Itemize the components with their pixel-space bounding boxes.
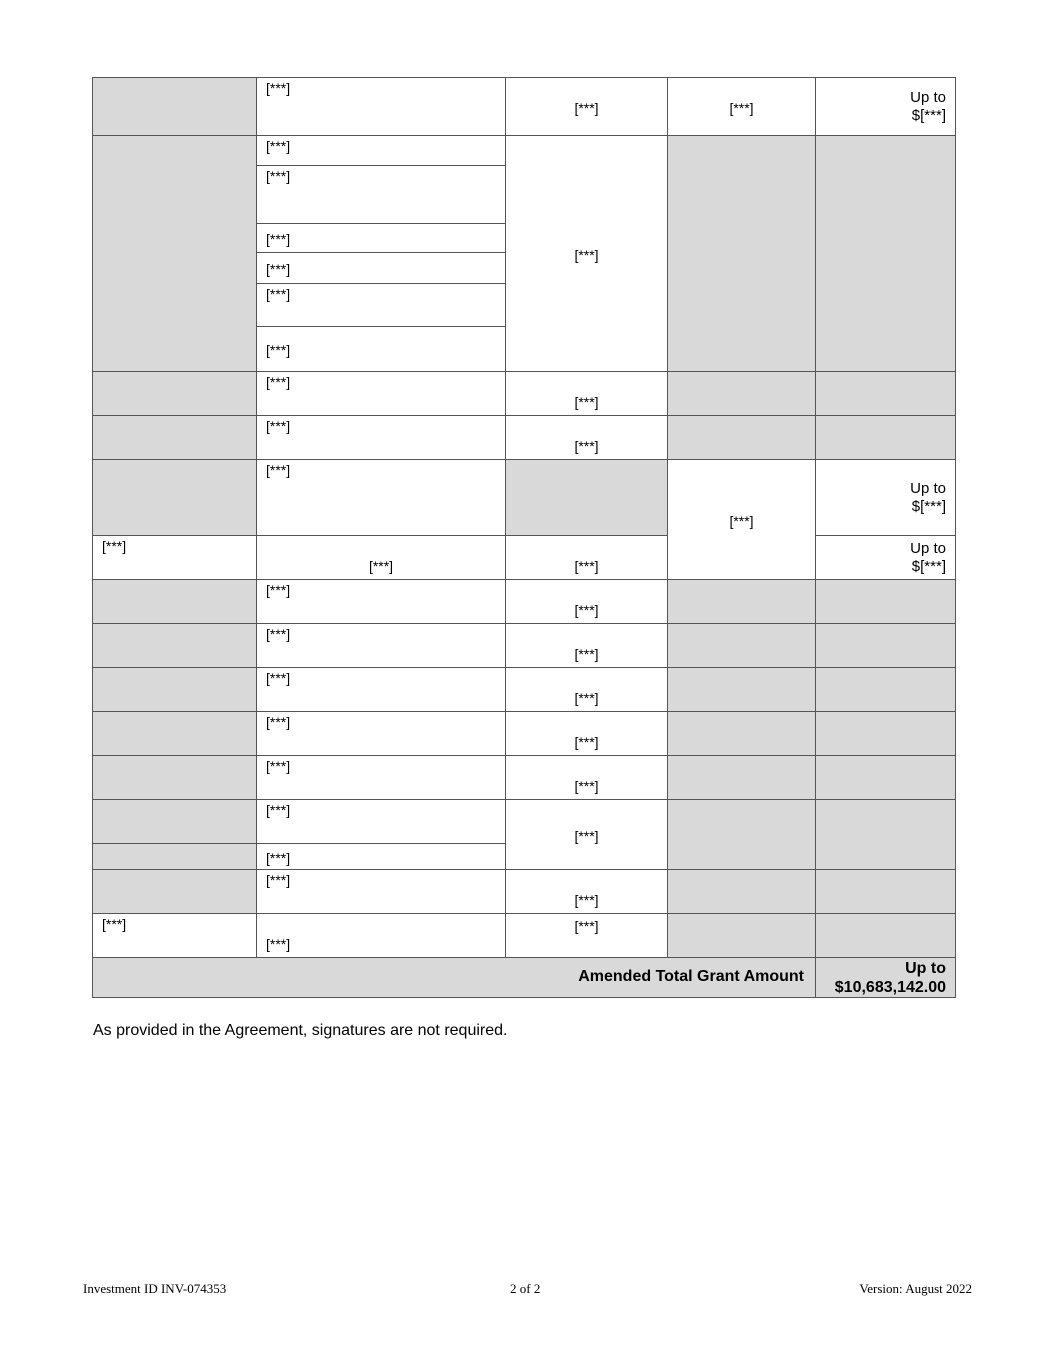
redacted-text: [***]: [574, 394, 599, 410]
redacted-text: [***]: [266, 849, 291, 866]
table-cell: [506, 712, 668, 756]
table-cell: [93, 712, 257, 756]
table-cell: [93, 78, 257, 136]
table-cell: [668, 136, 816, 372]
total-up-to: Up to: [905, 960, 946, 977]
redacted-text: [***]: [266, 758, 291, 774]
redacted-text: [***]: [368, 558, 394, 574]
redacted-text: [***]: [574, 690, 599, 706]
table-cell: [668, 580, 816, 624]
redacted-text: [***]: [266, 418, 291, 434]
table-cell: [668, 668, 816, 712]
redacted-text: [***]: [266, 872, 291, 888]
redacted-text: [***]: [574, 827, 599, 844]
signature-note: As provided in the Agreement, signatures are not required.: [93, 1022, 508, 1039]
redacted-text: [***]: [102, 538, 127, 554]
amount-value: $[***]: [911, 498, 946, 515]
redacted-text: [***]: [266, 168, 291, 184]
table-cell: [93, 844, 257, 870]
table-cell: [506, 416, 668, 460]
table-cell: [668, 712, 816, 756]
table-cell: [257, 870, 506, 914]
table-cell: [93, 914, 257, 958]
redacted-text: [***]: [574, 438, 599, 454]
table-cell: [506, 800, 668, 870]
table-cell: [257, 372, 506, 416]
table-cell: [506, 460, 668, 536]
table-cell: [816, 800, 956, 870]
amount-up-to: Up to: [910, 540, 946, 557]
table-cell: [668, 870, 816, 914]
table-cell: [257, 166, 506, 224]
table-cell: [257, 460, 506, 536]
table-cell: [506, 372, 668, 416]
amount-up-to: Up to: [910, 480, 946, 497]
redacted-text: [***]: [574, 918, 599, 934]
total-label-cell: [93, 958, 816, 998]
table-cell: [816, 914, 956, 958]
redacted-text: [***]: [266, 261, 291, 277]
footer-version: Version: August 2022: [859, 1281, 972, 1296]
amount-up-to: Up to: [910, 89, 946, 106]
table-cell: [257, 224, 506, 253]
redacted-text: [***]: [266, 582, 291, 598]
table-cell: [93, 372, 257, 416]
table-cell: [257, 624, 506, 668]
redacted-text: [***]: [574, 602, 599, 618]
table-cell: [257, 668, 506, 712]
table-cell: [257, 844, 506, 870]
table-cell: [506, 78, 668, 136]
redacted-text: [***]: [729, 99, 754, 116]
table-cell: [816, 870, 956, 914]
redacted-text: [***]: [266, 802, 291, 818]
amount-value: $[***]: [911, 107, 946, 124]
table-cell: [257, 416, 506, 460]
table-cell: [257, 914, 506, 958]
table-cell: [257, 712, 506, 756]
table-cell: [506, 914, 668, 958]
table-cell: [506, 536, 668, 580]
table-cell: [257, 253, 506, 284]
table-cell: [93, 136, 257, 372]
redacted-text: [***]: [102, 916, 127, 932]
table-cell: [816, 372, 956, 416]
footer-investment-id: Investment ID INV-074353: [83, 1281, 227, 1296]
redacted-text: [***]: [574, 778, 599, 794]
table-cell: [816, 580, 956, 624]
table-cell: [668, 624, 816, 668]
redacted-text: [***]: [729, 512, 754, 529]
table-cell: [506, 624, 668, 668]
table-cell: [93, 536, 257, 580]
footer-page-number: 2 of 2: [510, 1281, 541, 1296]
table-cell: [816, 136, 956, 372]
table-cell: [506, 756, 668, 800]
table-cell: [93, 668, 257, 712]
total-label: Amended Total Grant Amount: [578, 968, 804, 985]
redacted-text: [***]: [266, 936, 291, 952]
redacted-text: [***]: [574, 646, 599, 662]
redacted-text: [***]: [266, 231, 291, 247]
amount-cell: [816, 460, 956, 536]
table-cell: [257, 284, 506, 327]
table-cell: [816, 712, 956, 756]
redacted-text: [***]: [574, 734, 599, 750]
table-cell: [668, 416, 816, 460]
table-cell: [668, 78, 816, 136]
redacted-text: [***]: [574, 246, 599, 263]
redacted-text: [***]: [266, 138, 291, 154]
table-cell: [816, 756, 956, 800]
total-amount-cell: [816, 958, 956, 998]
table-cell: [257, 78, 506, 136]
table-cell: [668, 800, 816, 870]
redacted-text: [***]: [266, 714, 291, 730]
total-amount-value: $10,683,142.00: [834, 979, 946, 996]
table-cell: [257, 756, 506, 800]
table-cell: [668, 756, 816, 800]
table-cell: [257, 327, 506, 372]
total-amount: [835, 959, 946, 997]
redacted-text: [***]: [266, 342, 291, 358]
redacted-text: [***]: [266, 374, 291, 390]
table-cell: [257, 136, 506, 166]
redacted-text: [***]: [266, 80, 291, 96]
table-cell: [506, 136, 668, 372]
table-cell: [506, 668, 668, 712]
table-cell: [506, 870, 668, 914]
table-cell: [93, 624, 257, 668]
table-cell: [506, 580, 668, 624]
table-cell: [816, 624, 956, 668]
amount-value: $[***]: [911, 558, 946, 575]
redacted-text: [***]: [266, 286, 291, 302]
table-cell: [816, 668, 956, 712]
table-cell: [93, 416, 257, 460]
table-cell: [93, 800, 257, 844]
redacted-text: [***]: [266, 670, 291, 686]
table-cell: [93, 460, 257, 536]
table-cell: [668, 372, 816, 416]
table-cell: [93, 870, 257, 914]
table-cell: [257, 580, 506, 624]
redacted-text: [***]: [266, 626, 291, 642]
redacted-text: [***]: [574, 892, 599, 908]
table-cell: [668, 914, 816, 958]
table-cell: [816, 416, 956, 460]
amount-cell: [816, 78, 956, 136]
redacted-text: [***]: [574, 558, 599, 574]
table-cell: [93, 756, 257, 800]
table-cell: [257, 800, 506, 844]
amount-cell: [816, 536, 956, 580]
redacted-text: [***]: [266, 462, 291, 478]
redacted-text: [***]: [574, 99, 599, 116]
table-cell: [93, 580, 257, 624]
table-cell: [668, 460, 816, 580]
table-cell: [257, 536, 506, 580]
grant-table: [92, 77, 956, 998]
